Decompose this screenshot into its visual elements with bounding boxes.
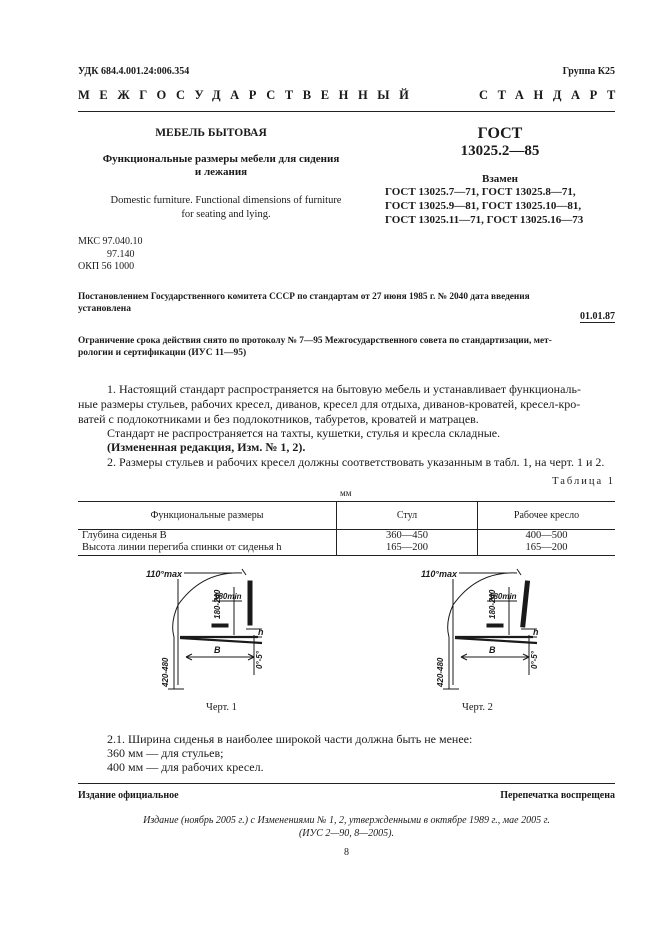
clause-2-1-line-1: 2.1. Ширина сиденья в наиболее широкой части должна быть не менее: xyxy=(107,732,473,746)
figure-2-back-height: 180-240 xyxy=(488,589,497,619)
table-header-cell: Рабочее кресло xyxy=(513,510,580,521)
table-cell: 360—450 xyxy=(337,530,478,542)
mks-code: МКС 97.040.10 xyxy=(78,236,143,247)
table-cell: Глубина сиденья B xyxy=(78,530,337,542)
amendment-note: (Измененная редакция, Изм. № 1, 2). xyxy=(107,440,306,454)
figure-1-angle-label: 110°max xyxy=(146,569,182,579)
figure-2-seat-height: 420-480 xyxy=(436,657,445,687)
decree-line-1: Постановлением Государственного комитета СССР по стандартам от 27 июня 1985 г. № 2040 дата введения xyxy=(78,292,530,302)
figure-1-chair-drawing xyxy=(146,565,290,695)
figure-1-seat-height: 420-480 xyxy=(161,657,170,687)
replaces-line-3: ГОСТ 13025.11—71, ГОСТ 13025.16—73 xyxy=(385,214,584,226)
okp-code: ОКП 56 1000 xyxy=(78,261,135,272)
replaces-line-1: ГОСТ 13025.7—71, ГОСТ 13025.8—71, xyxy=(385,186,576,198)
table-cell: 165—200 xyxy=(525,541,568,553)
table-header-cell: Функциональные размеры xyxy=(78,502,337,530)
clause-1-line-4: Стандарт не распространяется на тахты, кушетки, стулья и кресла складные. xyxy=(107,426,501,440)
figure-2-caption: Черт. 2 xyxy=(462,702,493,713)
decree-line-2: установлена xyxy=(78,304,131,314)
table-cell: 400—500 xyxy=(525,530,568,542)
figure-1-depth-label: B xyxy=(214,645,221,655)
doc-subtitle-1: Функциональные размеры мебели для сидения xyxy=(102,153,340,165)
clause-1-line-2: ные размеры стульев, рабочих кресел, диванов, кресел для отдыха, диванов-кроватей, кресел-кро- xyxy=(78,397,581,411)
doc-title-en-1: Domestic furniture. Functional dimensions of furniture xyxy=(110,195,342,206)
figure-2-angle-label: 110°max xyxy=(421,569,457,579)
clause-1-line-1: 1. Настоящий стандарт распространяется на бытовую мебель и устанавливает функциональ- xyxy=(107,382,581,396)
gost-label: ГОСТ xyxy=(477,125,523,142)
clause-2: 2. Размеры стульев и рабочих кресел должны соответствовать указанным в табл. 1, на черт. 1 и 2. xyxy=(107,455,605,469)
figure-2-tilt-label: 0°-5° xyxy=(530,651,539,669)
replaces-heading: Взамен xyxy=(482,173,518,185)
edition-note-2: (ИУС 2—90, 8—2005). xyxy=(298,828,395,839)
table-row xyxy=(78,542,615,556)
gost-number: 13025.2—85 xyxy=(460,143,540,159)
table-header-cell: Стул xyxy=(337,502,478,530)
table-1 xyxy=(78,501,615,556)
table-row xyxy=(78,530,615,542)
doc-subtitle-2: и лежания xyxy=(194,166,248,178)
limitation-line-1: Ограничение срока действия снято по протоколу № 7—95 Межгосударственного совета по стандартизации, мет- xyxy=(78,336,552,346)
figure-2-depth-label: B xyxy=(489,645,496,655)
clause-2-1-line-3: 400 мм — для рабочих кресел. xyxy=(107,760,264,774)
table-cell: 165—200 xyxy=(337,542,478,556)
edition-note-1: Издание (ноябрь 2005 г.) с Изменениями № 1, 2, утвержденными в октябре 1989 г., мае 2005 г. xyxy=(143,815,550,826)
figure-1-tilt-label: 0°-5° xyxy=(255,651,264,669)
figure-1-caption: Черт. 1 xyxy=(206,702,237,713)
figure-1-back-height: 180-240 xyxy=(213,589,222,619)
page-number: 8 xyxy=(344,847,349,858)
mks-code-2: 97.140 xyxy=(107,249,135,260)
interstate-title: МЕЖГОСУДАРСТВЕННЫЙ xyxy=(78,88,419,102)
table-unit: мм xyxy=(340,488,352,498)
figure-2-h-label: h xyxy=(533,627,539,637)
figure-2-chair-drawing xyxy=(421,565,565,695)
doc-title-en-2: for seating and lying. xyxy=(181,209,271,220)
group-code: Группа К25 xyxy=(562,66,615,77)
table-caption: Таблица 1 xyxy=(552,476,615,487)
reprint-notice: Перепечатка воспрещена xyxy=(500,790,615,801)
standard-title: СТАНДАРТ xyxy=(478,88,625,102)
limitation-line-2: рологии и сертификации (ИУС 11—95) xyxy=(78,348,247,358)
clause-2-1-line-2: 360 мм — для стульев; xyxy=(107,746,224,760)
doc-title: МЕБЕЛЬ БЫТОВАЯ xyxy=(155,127,267,139)
table-cell: Высота линии перегиба спинки от сиденья h xyxy=(78,542,337,556)
udk-code: УДК 684.4.001.24:006.354 xyxy=(78,66,190,77)
figure-1-h-label: h xyxy=(258,627,264,637)
decree-date: 01.01.87 xyxy=(580,311,615,322)
footer-rule xyxy=(78,783,615,784)
replaces-line-2: ГОСТ 13025.9—81, ГОСТ 13025.10—81, xyxy=(385,200,582,212)
clause-1-line-3: ватей с подлокотниками и без подлокотников, табуретов, кроватей и матрацев. xyxy=(78,412,479,426)
figure-1-h-min: 180min xyxy=(214,592,242,601)
figure-2-h-min: 180min xyxy=(489,592,517,601)
official-edition: Издание официальное xyxy=(78,790,179,801)
header-rule xyxy=(78,111,615,112)
